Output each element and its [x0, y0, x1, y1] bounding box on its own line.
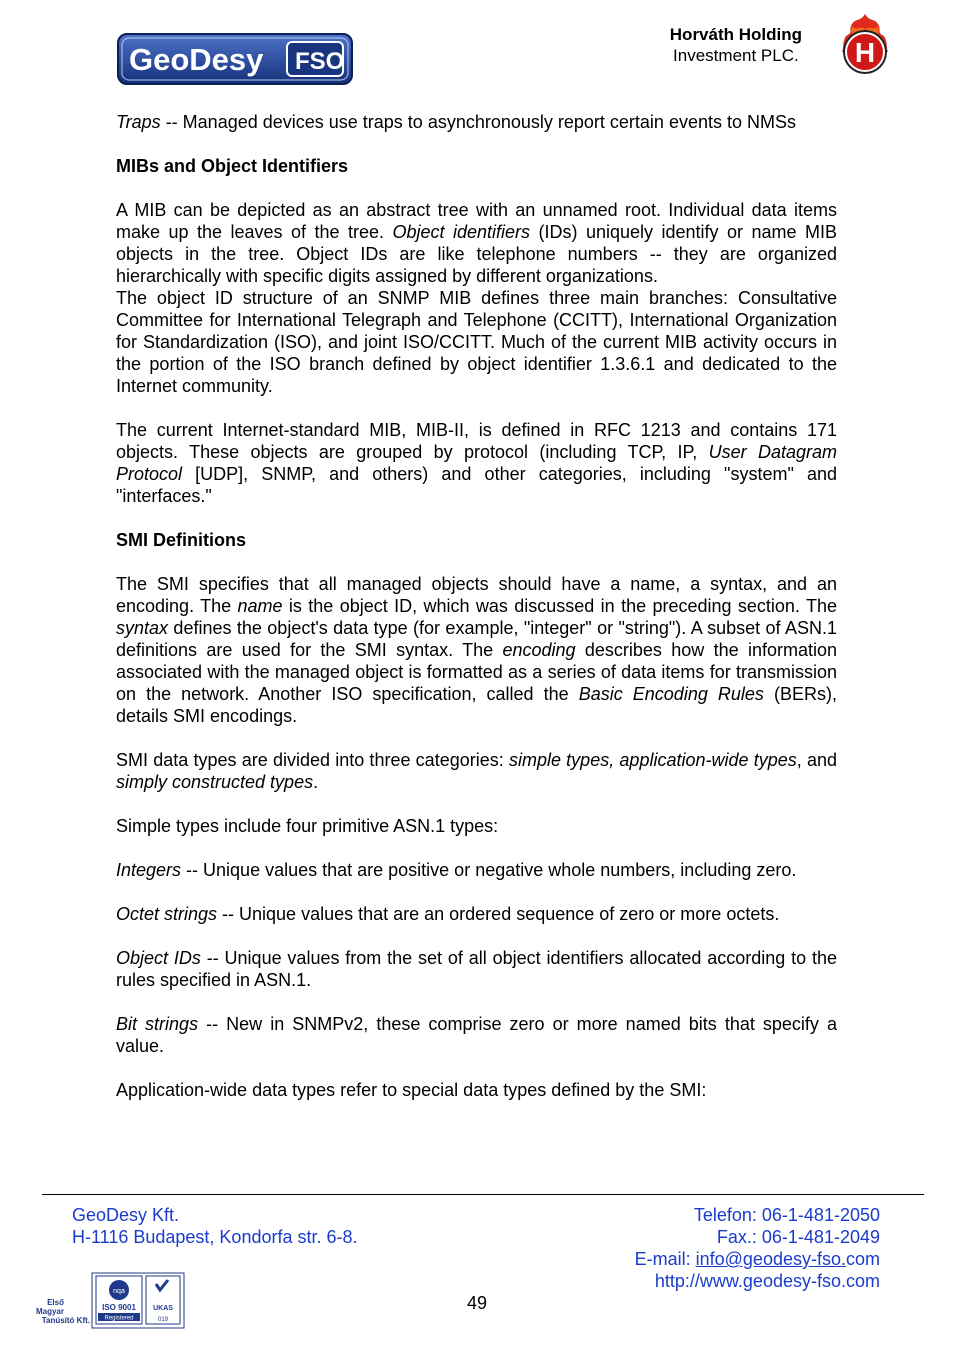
octet-strings-text: -- Unique values that are an ordered sequence of zero or more octets.	[217, 904, 780, 924]
geodesy-fso-logo	[117, 33, 353, 85]
paragraph-application-wide: Application-wide data types refer to special data types defined by the SMI:	[116, 1080, 707, 1100]
mib-ii-text-b: [UDP], SNMP, and others) and other categories, including "system" and "interfaces."	[116, 464, 837, 506]
term-bit-strings: Bit strings	[116, 1014, 199, 1034]
email-tail: com	[845, 1249, 880, 1269]
paragraph-mib-tree	[116, 199, 837, 287]
term-name: name	[237, 596, 283, 616]
cert-iso: ISO 9001	[102, 1303, 136, 1312]
mib-text-a: A MIB can be depicted as an abstract tree with an unnamed root. Individual data items make up the leaves of the tree.	[116, 200, 837, 242]
smi-text-d: describes how the information associated with the managed object is formatted as a series of data items for transmission on the network. Another ISO specification, called the	[116, 640, 837, 704]
cert-ukas: UKAS	[153, 1305, 173, 1312]
svg-text:nqa: nqa	[113, 1288, 125, 1295]
emblem-letter: H	[854, 37, 876, 68]
cert-line3: Tanúsító Kft.	[41, 1316, 90, 1325]
footer-phone: Telefon: 06-1-481-2050	[693, 1205, 880, 1225]
footer-street: H-1116 Budapest, Kondorfa str. 6-8.	[72, 1227, 358, 1247]
footer-contact	[635, 1204, 880, 1292]
company-name: Horváth Holding	[669, 25, 802, 44]
paragraph-object-id-structure: The object ID structure of an SNMP MIB defines three main branches: Consultative Committee for International Telegraph and Telephone (CCITT), International Organization for Standardization (ISO), and joint ISO/CCITT. Much of the current MIB activity occurs in the portion of the ISO branch defined by object identifier 1.3.6.1 and dedicated to the Internet community.	[116, 288, 837, 396]
term-object-identifiers: Object identifiers	[392, 222, 531, 242]
footer-address	[72, 1204, 358, 1248]
paragraph-bit-strings	[116, 1013, 837, 1057]
term-udp: User Datagram Protocol	[116, 442, 837, 484]
company-subtitle: Investment PLC.	[673, 46, 799, 65]
heading-mibs: MIBs and Object Identifiers	[116, 156, 349, 176]
mib-text-b: (IDs) uniquely identify or name MIB objects in the tree. Object IDs are like telephone numbers -- they are organized hierarchically with specific digits assigned by different organizations.	[116, 222, 837, 286]
mib-ii-text-a: The current Internet-standard MIB, MIB-II, is defined in RFC 1213 and contains 171 objects. These objects are grouped by protocol (including TCP, IP,	[116, 420, 837, 462]
cert-line1: Első	[47, 1298, 64, 1307]
iso-certification-logo	[36, 1272, 186, 1330]
horvath-emblem-icon	[836, 12, 894, 78]
cert-registered: Registered	[104, 1315, 134, 1322]
object-ids-text: -- Unique values from the set of all object identifiers allocated according to the rules specified in ASN.1.	[116, 948, 837, 990]
paragraph-mib-ii	[116, 419, 837, 507]
footer-company: GeoDesy Kft.	[72, 1205, 180, 1225]
paragraph-smi-spec	[116, 573, 837, 727]
paragraph-octet-strings	[116, 903, 837, 925]
smi-text-e: (BERs), details SMI encodings.	[116, 684, 837, 726]
term-encoding: encoding	[502, 640, 576, 660]
paragraph-traps	[116, 111, 837, 133]
page-number: 49	[466, 1293, 488, 1313]
paragraph-smi-types	[116, 749, 837, 793]
bit-strings-text: -- New in SNMPv2, these comprise zero or more named bits that specify a value.	[116, 1014, 837, 1056]
smi-types-text-a: SMI data types are divided into three categories:	[116, 750, 509, 770]
term-simple-appwide: simple types, application-wide types	[508, 750, 797, 770]
document-body	[116, 111, 837, 1123]
email-link[interactable]: info@geodesy-fso.	[695, 1249, 846, 1269]
term-simply-constructed: simply constructed types	[116, 772, 314, 792]
smi-text-b: is the object ID, which was discussed in the preceding section. The	[282, 596, 837, 616]
term-integers: Integers	[116, 860, 182, 880]
footer-divider	[42, 1194, 924, 1195]
term-traps: Traps	[116, 112, 161, 132]
integers-text: -- Unique values that are positive or negative whole numbers, including zero.	[181, 860, 797, 880]
footer-fax: Fax.: 06-1-481-2049	[716, 1227, 880, 1247]
paragraph-object-ids	[116, 947, 837, 991]
cert-number: 019	[157, 1317, 169, 1323]
email-label: E-mail:	[634, 1249, 696, 1269]
cert-line2: Magyar	[36, 1307, 64, 1316]
company-block	[670, 24, 802, 66]
traps-text: -- Managed devices use traps to asynchronously report certain events to NMSs	[160, 112, 796, 132]
smi-types-text-b: , and	[796, 750, 838, 770]
term-syntax: syntax	[116, 618, 169, 638]
term-object-ids: Object IDs	[116, 948, 201, 968]
paragraph-simple-types: Simple types include four primitive ASN.1 types:	[116, 816, 499, 836]
smi-types-text-c: .	[313, 772, 319, 792]
smi-text-a: The SMI specifies that all managed objects should have a name, a syntax, and an encoding. The	[116, 574, 837, 616]
heading-smi: SMI Definitions	[116, 530, 246, 550]
footer-email	[635, 1248, 880, 1270]
smi-text-c: defines the object's data type (for example, "integer" or "string"). A subset of ASN.1 definitions are used for the SMI syntax. The	[116, 618, 837, 660]
logo-badge: FSO	[295, 48, 345, 75]
term-octet-strings: Octet strings	[116, 904, 218, 924]
logo-text: GeoDesy	[129, 42, 264, 77]
term-ber: Basic Encoding Rules	[578, 684, 764, 704]
footer-website[interactable]: http://www.geodesy-fso.com	[654, 1271, 880, 1291]
paragraph-integers	[116, 859, 837, 881]
